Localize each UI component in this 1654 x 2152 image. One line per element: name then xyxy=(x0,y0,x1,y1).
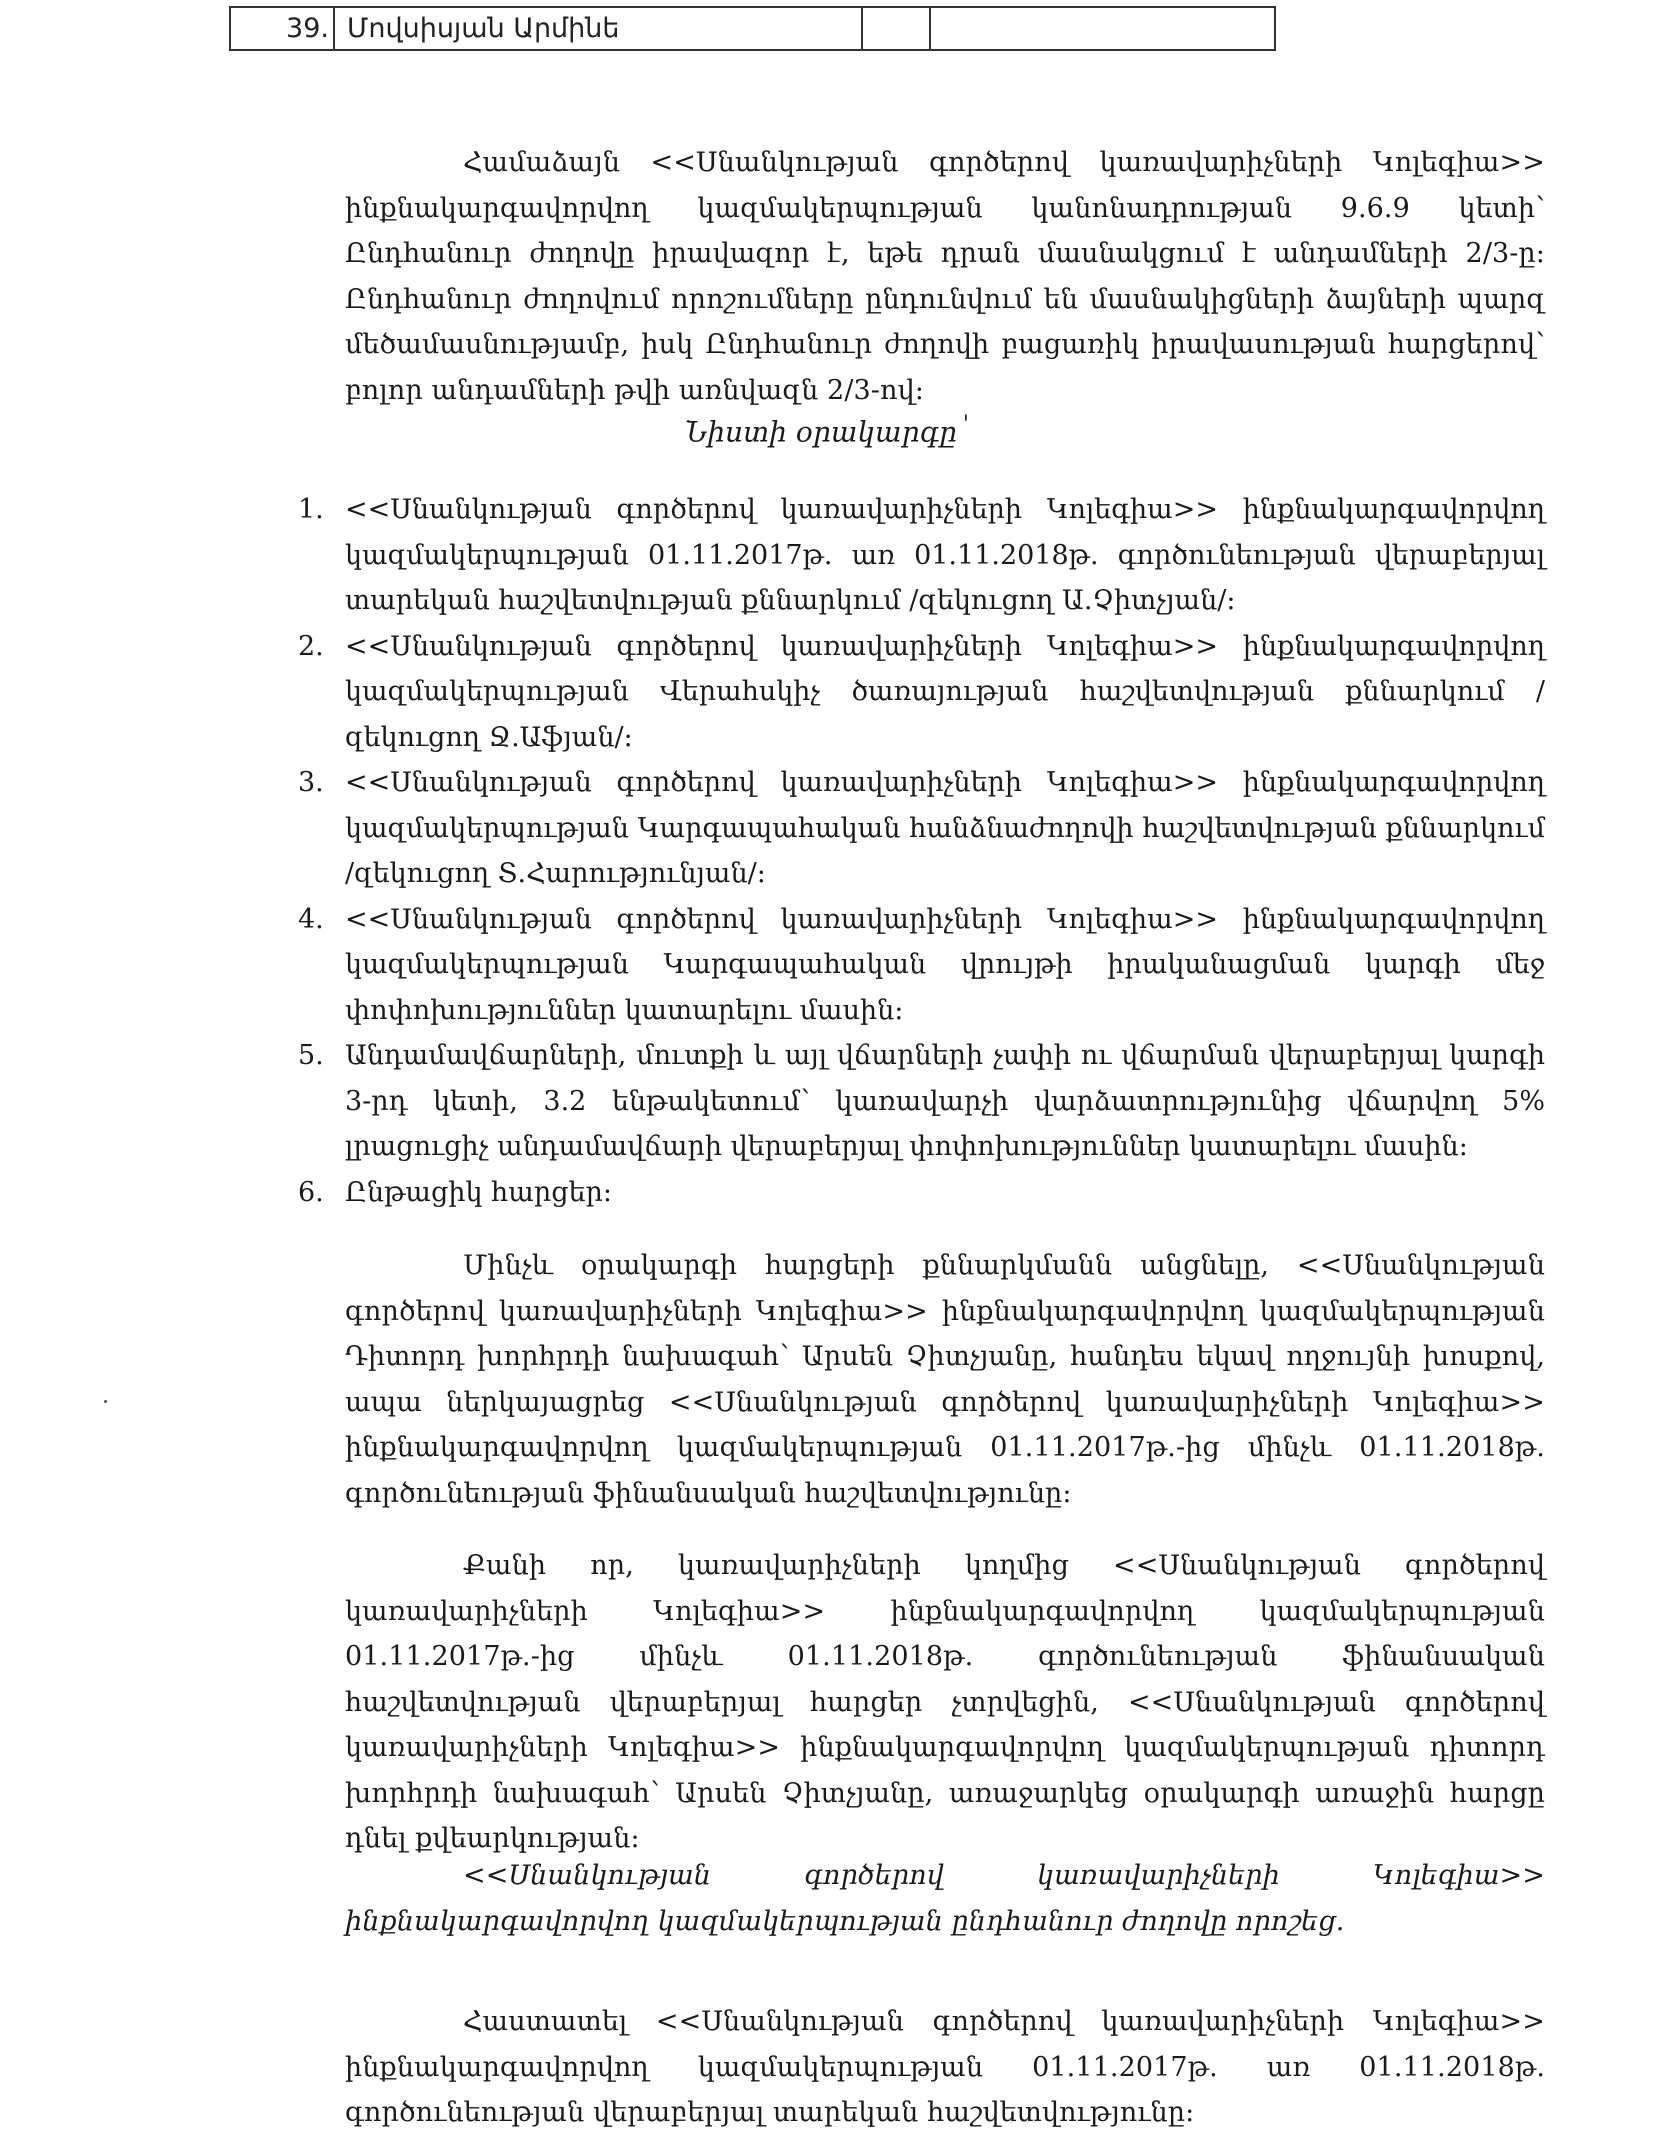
agenda-item-text: <<Սնանկության գործերով կառավարիչների Կոլեգիա>> ինքնակարգավորվող կազմակերպության Կարգապահական վրույթի իրականացման կարգի մեջ փոփոխություններ կատարելու մասին: xyxy=(345,903,1545,1026)
no-questions-paragraph: Քանի որ, կառավարիչների կողմից <<Սնանկության գործերով կառավարիչների Կոլեգիա>> ինքնակարգավորվող կազմակերպության 01.11.2017թ.-ից մինչև 01.11.2018թ. գործունեության ֆինանսական հաշվետվության վերաբերյալ հարցեր չտրվեցին, <<Սնանկության գործերով կառավարիչների Կոլեգիա>> ինքնակարգավորվող կազմակերպության դիտորդ խորհրդի նախագահ՝ Արսեն Չիտչյանը, առաջարկեց օրակարգի առաջին հարցը դնել քվեարկության: xyxy=(345,1550,1545,1854)
agenda-title: Նիստի օրակարգը xyxy=(685,415,957,449)
agenda-item-text: <<Սնանկության գործերով կառավարիչների Կոլեգիա>> ինքնակարգավորվող կազմակերպության Կարգապահական հանձնաժողովի հաշվետվության քննարկում /զեկուցող Տ.Հարությունյան/: xyxy=(345,767,1545,889)
agenda-item xyxy=(298,1170,1545,1216)
signature-cell xyxy=(930,7,1275,50)
agenda-item xyxy=(298,487,1545,624)
empty-cell xyxy=(862,7,930,50)
intro-paragraph: Համաձայն <<Սնանկության գործերով կառավարիչների Կոլեգիա>> ինքնակարգավորվող կազմակերպության կանոնադրության 9.6.9 կետի՝ Ընդհանուր ժողովը իրավազոր է, եթե դրան մասնակցում է անդամների 2/3-ը: Ընդհանուր ժողովում որոշումները ընդունվում են մասնակիցների ձայների պարզ մեծամասնությամբ, իսկ Ընդհանուր ժողովի բացառիկ իրավասության հարցերով՝ բոլոր անդամների թվի առնվազն 2/3-ով: xyxy=(345,147,1545,406)
member-name: Մովսիսյան Արմինե xyxy=(334,7,862,50)
agenda-item-number: 3. xyxy=(298,767,324,798)
agenda-list xyxy=(298,487,1545,1215)
agenda-item-number: 2. xyxy=(298,630,324,662)
agenda-item xyxy=(298,897,1545,1034)
member-table-row xyxy=(229,6,1276,51)
approval-section xyxy=(345,1999,1545,2136)
discussion-section xyxy=(345,1243,1545,1516)
approval-paragraph: Հաստատել <<Սնանկության գործերով կառավարիչների Կոլեգիա>> ինքնակարգավորվող կազմակերպության 01.11.2017թ. առ 01.11.2018թ. գործունեության վերաբերյալ տարեկան հաշվետվությունը: xyxy=(345,2006,1545,2128)
agenda-item-number: 5. xyxy=(298,1040,324,1071)
agenda-heading xyxy=(0,412,1654,448)
agenda-item xyxy=(298,760,1545,897)
intro-section xyxy=(345,140,1545,413)
agenda-item-number: 6. xyxy=(298,1176,324,1208)
agenda-item xyxy=(298,1033,1545,1170)
scan-artifact-dot xyxy=(104,1400,107,1403)
opening-speech-paragraph: Մինչև օրակարգի հարցերի քննարկմանն անցնելը, <<Սնանկության գործերով կառավարիչների Կոլեգիա>> ինքնակարգավորվող կազմակերպության Դիտորդ խորհրդի նախագահ՝ Արսեն Չիտչյանը, հանդես եկավ ողջույնի խոսքով, ապա ներկայացրեց <<Սնանկության գործերով կառավարիչների Կոլեգիա>> ինքնակարգավորվող կազմակերպության 01.11.2017թ.-ից մինչև 01.11.2018թ. գործունեության ֆինանսական հաշվետվությունը: xyxy=(345,1250,1545,1509)
agenda-item-text: Անդամավճարների, մուտքի և այլ վճարների չափի ու վճարման վերաբերյալ կարգի 3-րդ կետի, 3.2 ենթակետում՝ կառավարչի վարձատրությունից վճարվող 5% լրացուցիչ անդամավճարի վերաբերյալ փոփոխություններ կատարելու մասին: xyxy=(345,1040,1545,1162)
agenda-title-mark: ' xyxy=(962,412,969,437)
agenda-item-text: <<Սնանկության գործերով կառավարիչների Կոլեգիա>> ինքնակարգավորվող կազմակերպության 01.11.2017թ. առ 01.11.2018թ. գործունեության վերաբերյալ տարեկան հաշվետվության քննարկում /զեկուցող Ա.Չիտչյան/: xyxy=(345,494,1545,616)
agenda-item-number: 1. xyxy=(298,494,324,525)
row-number: 39. xyxy=(230,7,334,50)
agenda-item-number: 4. xyxy=(298,903,324,935)
agenda-item xyxy=(298,624,1545,761)
agenda-item-text: Ընթացիկ հարցեր: xyxy=(345,1176,613,1208)
agenda-item-text: <<Սնանկության գործերով կառավարիչների Կոլեգիա>> ինքնակարգավորվող կազմակերպության Վերահսկիչ ծառայության հաշվետվության քննարկում /զեկուցող Ջ.Աֆյան/: xyxy=(345,630,1545,753)
decision-statement: <<Սնանկության գործերով կառավարիչների Կոլեգիա>> ինքնակարգավորվող կազմակերպության ընդհանուր ժողովը որոշեց. xyxy=(345,1860,1545,1937)
questions-section xyxy=(345,1543,1545,1862)
decision-section xyxy=(345,1853,1545,1944)
